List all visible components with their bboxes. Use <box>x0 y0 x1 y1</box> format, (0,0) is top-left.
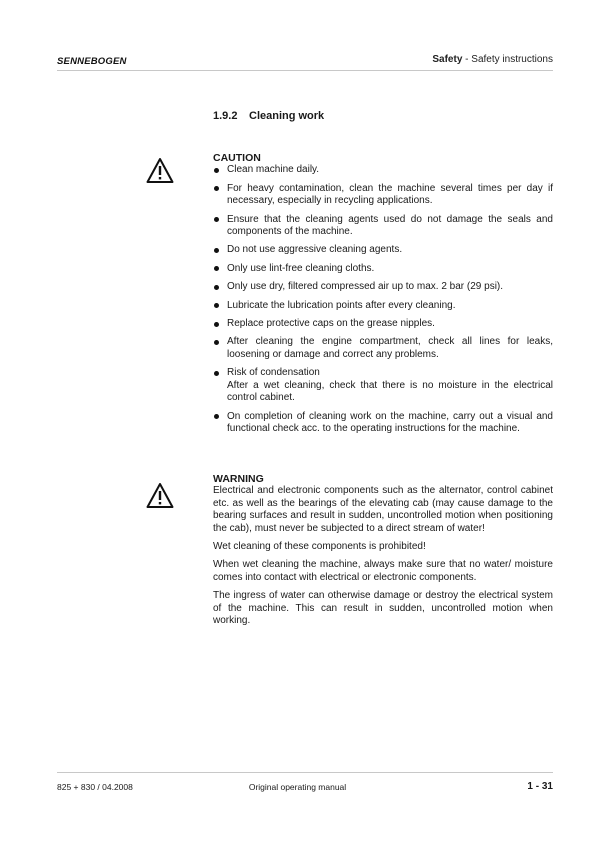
page-number: 1 - 31 <box>527 781 553 792</box>
header-subsection: Safety instructions <box>471 54 553 65</box>
list-item: For heavy contamination, clean the machine several times per day if necessary, especially in recycling applications. <box>213 183 553 208</box>
caution-block <box>213 152 553 441</box>
list-item: Ensure that the cleaning agents used do not damage the seals and components of the machine. <box>213 214 553 239</box>
list-item: Do not use aggressive cleaning agents. <box>213 244 553 256</box>
footer-divider <box>57 772 553 773</box>
list-item: Replace protective caps on the grease nipples. <box>213 318 553 330</box>
section-heading <box>213 110 324 122</box>
warning-paragraph: When wet cleaning the machine, always make sure that no water/ moisture comes into contact with electrical or electronic components. <box>213 559 553 583</box>
warning-block <box>213 473 553 633</box>
warning-title: WARNING <box>213 473 264 485</box>
list-item: Lubricate the lubrication points after every cleaning. <box>213 300 553 312</box>
brand-logo: SENNEBOGEN <box>57 56 127 67</box>
list-item: Only use dry, filtered compressed air up to max. 2 bar (29 psi). <box>213 281 553 293</box>
condensation-detail: After a wet cleaning, check that there is no moisture in the electrical control cabinet. <box>227 379 553 404</box>
footer-model-date: 825 + 830 / 04.2008 <box>57 782 133 792</box>
section-title: Cleaning work <box>249 110 325 122</box>
header-section: Safety <box>432 54 463 65</box>
warning-paragraph: The ingress of water can otherwise damage or destroy the electrical system of the machine. This can result in sudden, uncontrolled motion when working. <box>213 590 553 627</box>
warning-triangle-icon <box>146 482 174 510</box>
warning-paragraph: Wet cleaning of these components is prohibited! <box>213 541 426 553</box>
caution-warning-triangle-icon <box>146 157 174 185</box>
list-item: After cleaning the engine compartment, check all lines for leaks, loosening or damage and correct any problems. <box>213 336 553 361</box>
list-item: Only use lint-free cleaning cloths. <box>213 263 553 275</box>
header-divider <box>57 70 553 71</box>
list-item-condensation <box>213 367 553 404</box>
caution-list <box>213 164 553 435</box>
condensation-label: Risk of condensation <box>227 367 320 379</box>
header-separator: - <box>462 54 472 65</box>
caution-title: CAUTION <box>213 152 261 164</box>
footer-manual-title: Original operating manual <box>248 782 347 792</box>
warning-paragraph: Electrical and electronic components such as the alternator, control cabinet etc. as well as the bearings of the elevating cab (may cause damage to the bearing surfaces and result in sudden, uncontrolled motion when positioning the cab), must never be subjected to a direct stream of water! <box>213 485 553 534</box>
list-item: On completion of cleaning work on the machine, carry out a visual and functional check acc. to the operating instructions for the machine. <box>213 411 553 436</box>
list-item: Clean machine daily. <box>213 164 553 176</box>
section-number: 1.9.2 <box>213 110 238 122</box>
running-header <box>432 54 553 65</box>
